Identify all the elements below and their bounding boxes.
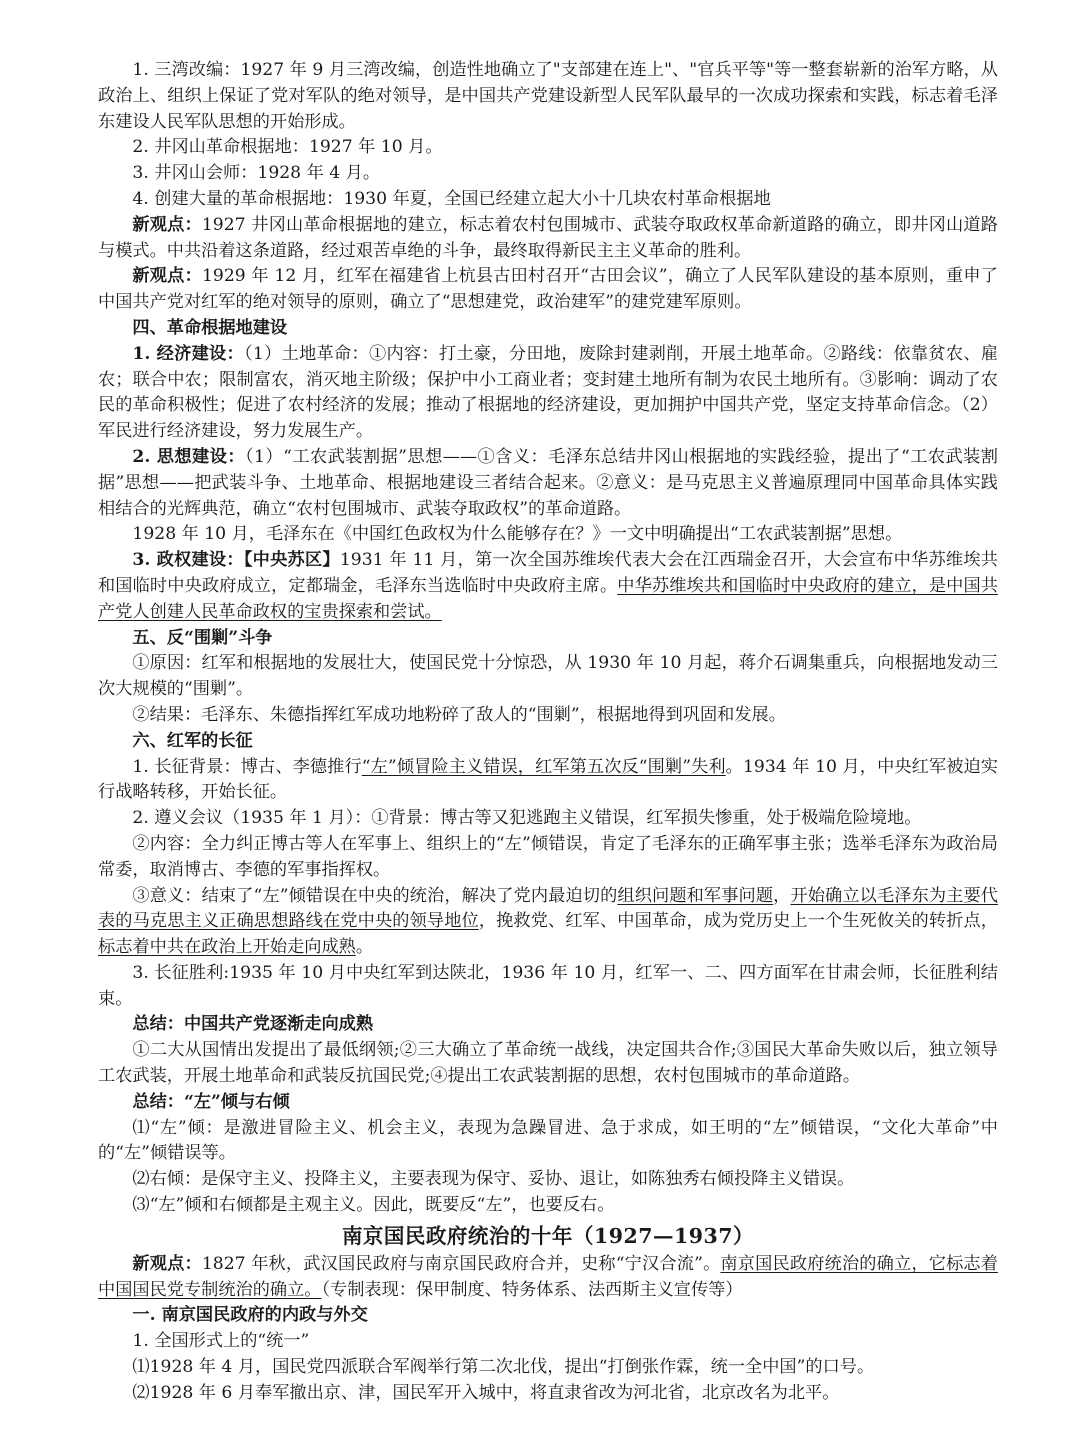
new-view-label: 新观点：	[132, 266, 202, 287]
paragraph-economic: 1. 经济建设：（1）土地革命：①内容：打土豪，分田地，废除封建剥削，开展土地革命。②路线：依靠贫农、雇农；联合中农；限制富农，消灭地主阶级；保护中小工商业者；变封建土地所有制为农民土地所有。③影响：调动了农民的革命积极性；促进了农村经济的发展；推动了根据地的经济建设，更加拥护中国共产党，坚定支持革命信念。（2）军民进行经济建设，努力发展生产。	[98, 343, 998, 442]
paragraph-zunyi-content: ②内容：全力纠正博古等人在军事上、组织上的“左”倾错误，肯定了毛泽东的正确军事主张；选举毛泽东为政治局常委，取消博古、李德的军事指挥权。	[98, 833, 998, 880]
paragraph-beiping: ⑵1928 年 6 月奉军撤出京、津，国民军开入城中，将直隶省改为河北省，北京改名为北平。	[132, 1382, 840, 1403]
paragraph-summary-maturity: ①二大从国情出发提出了最低纲领;②三大确立了革命统一战线，决定国共合作;③国民大革命失败以后，独立领导工农武装，开展土地革命和武装反抗国民党;④提出工农武装割据的思想，农村包围城市的革命道路。	[98, 1040, 998, 1087]
new-view-label: 新观点：	[132, 1253, 202, 1274]
new-view-label: 新观点：	[132, 214, 202, 235]
paragraph-subjectivism: ⑶“左”倾和右倾都是主观主义。因此，既要反“左”，也要反右。	[132, 1195, 615, 1216]
paragraph-long-march-victory: 3. 长征胜利:1935 年 10 月中央红军到达陕北，1936 年 10 月，红军一、二、四方面军在甘肃会师，长征胜利结束。	[98, 962, 998, 1009]
heading-summary-left-right: 总结：“左”倾与右倾	[132, 1091, 290, 1112]
heading-domestic-foreign: 一. 南京国民政府的内政与外交	[132, 1305, 368, 1326]
section-title-nanjing: 南京国民政府统治的十年（1927—1937）	[341, 1223, 755, 1248]
heading-base-construction: 四、革命根据地建设	[132, 317, 288, 338]
paragraph-right-deviation: ⑵右倾：是保守主义、投降主义，主要表现为保守、妥协、退让，如陈独秀右倾投降主义错误。	[132, 1169, 855, 1190]
paragraph-second-northern-expedition: ⑴1928 年 4 月，国民党四派联合军阀举行第二次北伐，提出“打倒张作霖，统一全中国”的口号。	[132, 1357, 875, 1378]
paragraph-new-view-1929: 新观点：1929 年 12 月，红军在福建省上杭县古田村召开“古田会议”，确立了人民军队建设的基本原则，重申了中国共产党对红军的绝对领导的原则，确立了“思想建党，政治建军”的建党建军原则。	[98, 266, 998, 313]
paragraph-jinggangshan-base: 2. 井冈山革命根据地：1927 年 10 月。	[132, 137, 443, 158]
paragraph-ideology: 2. 思想建设：（1）“工农武装割据”思想——①含义：毛泽东总结井冈山根据地的实践经验，提出了“工农武装割据”思想——把武装斗争、土地革命、根据地建设三者结合起来。②意义：是马克思主义普遍原理同中国革命具体实践相结合的光辉典范，确立“农村包围城市、武装夺取政权”的革命道路。	[98, 446, 998, 519]
paragraph-cause: ①原因：红军和根据地的发展壮大，使国民党十分惊恐，从 1930 年 10 月起，蒋介石调集重兵，向根据地发动三次大规模的“围剿”。	[98, 653, 998, 700]
heading-long-march: 六、红军的长征	[132, 730, 253, 751]
paragraph-bases-1930: 4. 创建大量的革命根据地：1930 年夏，全国已经建立起大小十几块农村革命根据地	[132, 188, 771, 209]
paragraph-unification: 1. 全国形式上的“统一”	[132, 1331, 310, 1352]
paragraph-political-power: 3. 政权建设：【中央苏区】1931 年 11 月，第一次全国苏维埃代表大会在江西瑞金召开，大会宣布中华苏维埃共和国临时中央政府成立，定都瑞金，毛泽东当选临时中央政府主席。中华苏维埃共和国临时中央政府的建立，是中国共产党人创建人民革命政权的宝贵探索和尝试。	[98, 550, 998, 622]
heading-anti-encirclement: 五、反“围剿”斗争	[132, 627, 273, 648]
paragraph-zunyi-significance: ③意义：结束了“左”倾错误在中央的统治，解决了党内最迫切的组织问题和军事问题，开始确立以毛泽东为主要代表的马克思主义正确思想路线在党中央的领导地位，挽救党、红军、中国革命，成为党历史上一个生死攸关的转折点，标志着中共在政治上开始走向成熟。	[98, 885, 998, 958]
heading-summary-maturity: 总结：中国共产党逐渐走向成熟	[132, 1014, 374, 1035]
paragraph-1928-mao: 1928 年 10 月，毛泽东在《中国红色政权为什么能够存在？》一文中明确提出“工农武装割据”思想。	[132, 524, 903, 545]
paragraph-result: ②结果：毛泽东、朱德指挥红军成功地粉碎了敌人的“围剿”，根据地得到巩固和发展。	[132, 704, 786, 725]
paragraph-left-deviation: ⑴“左”倾：是激进冒险主义、机会主义，表现为急躁冒进、急于求成，如王明的“左”倾错误，“文化大革命”中的“左”倾错误等。	[98, 1117, 998, 1164]
paragraph-long-march-background: 1. 长征背景：博古、李德推行“左”倾冒险主义错误，红军第五次反“围剿”失利。1934 年 10 月，中央红军被迫实行战略转移，开始长征。	[98, 756, 998, 803]
paragraph-jinggangshan-meeting: 3. 井冈山会师：1928 年 4 月。	[132, 163, 381, 184]
paragraph-sanwan: 1. 三湾改编：1927 年 9 月三湾改编，创造性地确立了"支部建在连上"、"官兵平等"等一整套崭新的治军方略，从政治上、组织上保证了党对军队的绝对领导，是中国共产党建设新型人民军队最早的一次成功探索和实践，标志着毛泽东建设人民军队思想的开始形成。	[98, 60, 998, 132]
paragraph-new-view-1827: 新观点：1827 年秋，武汉国民政府与南京国民政府合并，史称“宁汉合流”。南京国民政府统治的确立，它标志着中国国民党专制统治的确立。（专制表现：保甲制度、特务体系、法西斯主义宣传等）	[98, 1253, 998, 1300]
paragraph-zunyi-background: 2. 遵义会议（1935 年 1 月）：①背景：博古等又犯逃跑主义错误，红军损失惨重，处于极端危险境地。	[132, 808, 922, 829]
document-body	[98, 58, 998, 1407]
paragraph-new-view-1927: 新观点：1927 井冈山革命根据地的建立，标志着农村包围城市、武装夺取政权革命新道路的确立，即井冈山道路与模式。中共沿着这条道路，经过艰苦卓绝的斗争，最终取得新民主主义革命的胜利。	[98, 214, 998, 261]
